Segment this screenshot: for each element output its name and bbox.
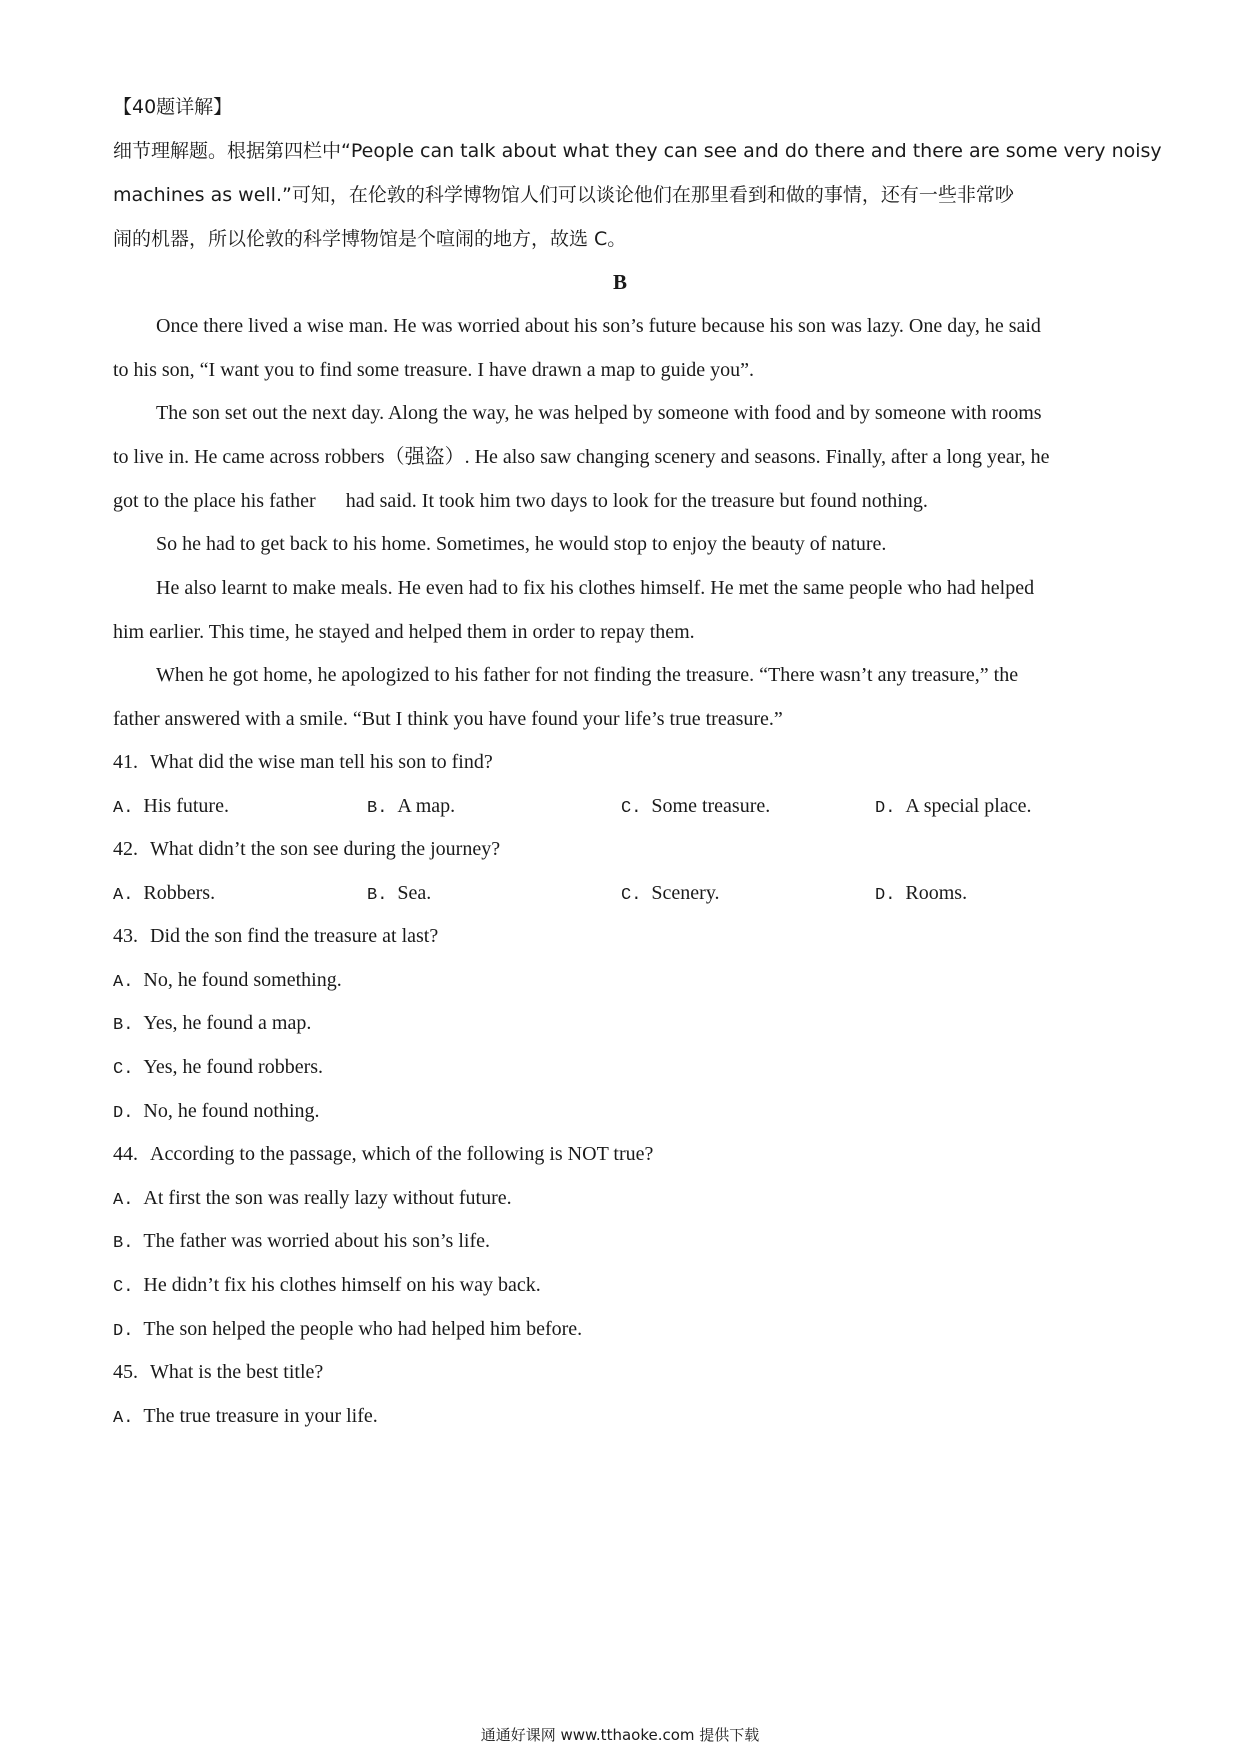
question-number: 42. xyxy=(113,838,138,860)
option-c[interactable] xyxy=(113,1273,541,1300)
option-letter: D. xyxy=(113,1104,134,1123)
option-b[interactable] xyxy=(113,1229,490,1256)
option-a[interactable] xyxy=(113,1404,378,1431)
option-c[interactable] xyxy=(621,881,720,908)
option-text: At first the son was really lazy without future. xyxy=(143,1187,512,1209)
option-a[interactable] xyxy=(113,968,342,995)
explanation-line-3: 闹的机器，所以伦敦的科学博物馆是个喧闹的地方，故选 C。 xyxy=(113,228,627,250)
option-letter: A. xyxy=(113,886,134,905)
question-41-options xyxy=(113,794,1133,818)
question-number: 41. xyxy=(113,751,138,773)
passage-p3-line-1: So he had to get back to his home. Sometimes, he would stop to enjoy the beauty of nature. xyxy=(156,533,887,555)
passage-p1-line-1: Once there lived a wise man. He was worried about his son’s future because his son was lazy. One day, he said xyxy=(156,315,1041,337)
explanation-line-1: 细节理解题。根据第四栏中“People can talk about what they can see and do there and there are some very noisy xyxy=(113,140,1162,162)
question-number: 43. xyxy=(113,925,138,947)
option-text: The father was worried about his son’s life. xyxy=(143,1230,490,1252)
question-text: What didn’t the son see during the journey? xyxy=(150,838,501,860)
option-d[interactable] xyxy=(113,1317,582,1344)
option-text: Scenery. xyxy=(651,882,720,904)
option-letter: C. xyxy=(621,886,642,905)
question-43 xyxy=(113,924,1133,948)
option-letter: C. xyxy=(113,1060,134,1079)
option-text: Yes, he found a map. xyxy=(143,1012,312,1034)
passage-p5-line-2: father answered with a smile. “But I think you have found your life’s true treasure.” xyxy=(113,708,783,730)
option-c[interactable] xyxy=(621,794,770,821)
question-45 xyxy=(113,1360,1133,1384)
option-text: A special place. xyxy=(905,795,1032,817)
option-d[interactable] xyxy=(875,881,967,908)
option-text: No, he found something. xyxy=(143,969,342,991)
explanation-line-2: machines as well.”可知，在伦敦的科学博物馆人们可以谈论他们在那里看到和做的事情，还有一些非常吵 xyxy=(113,184,1014,206)
section-title: B xyxy=(612,270,627,294)
passage-p4-line-2: him earlier. This time, he stayed and helped them in order to repay them. xyxy=(113,621,695,643)
option-text: His future. xyxy=(143,795,229,817)
passage-p2-line-2: to live in. He came across robbers（强盗）. He also saw changing scenery and seasons. Finally, after a long year, he xyxy=(113,446,1050,468)
question-text: According to the passage, which of the following is NOT true? xyxy=(150,1143,654,1165)
question-42 xyxy=(113,837,1133,861)
passage-p5-line-1: When he got home, he apologized to his father for not finding the treasure. “There wasn’t any treasure,” the xyxy=(156,664,1019,686)
passage-p2-line-1: The son set out the next day. Along the way, he was helped by someone with food and by someone with rooms xyxy=(156,402,1042,424)
question-text: What is the best title? xyxy=(150,1361,324,1383)
option-b[interactable] xyxy=(367,881,431,908)
option-letter: A. xyxy=(113,799,134,818)
passage-p2-line-3: got to the place his father had said. It took him two days to look for the treasure but found nothing. xyxy=(113,490,928,512)
option-letter: B. xyxy=(367,799,388,818)
option-letter: C. xyxy=(113,1278,134,1297)
page-footer: 通通好课网 www.tthaoke.com 提供下载 xyxy=(480,1726,760,1744)
option-a[interactable] xyxy=(113,1186,512,1213)
question-41 xyxy=(113,750,1133,774)
option-text: The true treasure in your life. xyxy=(143,1405,378,1427)
option-text: A map. xyxy=(397,795,456,817)
option-letter: D. xyxy=(113,1322,134,1341)
option-d[interactable] xyxy=(113,1099,320,1126)
option-text: Robbers. xyxy=(143,882,216,904)
option-letter: A. xyxy=(113,973,134,992)
option-letter: D. xyxy=(875,886,896,905)
passage-p1-line-2: to his son, “I want you to find some treasure. I have drawn a map to guide you”. xyxy=(113,359,754,381)
option-a[interactable] xyxy=(113,881,215,908)
option-text: Some treasure. xyxy=(651,795,771,817)
option-letter: A. xyxy=(113,1191,134,1210)
option-letter: B. xyxy=(113,1016,134,1035)
option-text: Yes, he found robbers. xyxy=(143,1056,324,1078)
option-letter: B. xyxy=(113,1234,134,1253)
option-d[interactable] xyxy=(875,794,1031,821)
question-44 xyxy=(113,1142,1133,1166)
option-text: No, he found nothing. xyxy=(143,1100,320,1122)
question-42-options xyxy=(113,881,1133,905)
explanation-header: 【40题详解】 xyxy=(113,96,233,118)
option-text: Rooms. xyxy=(905,882,968,904)
option-text: The son helped the people who had helped him before. xyxy=(143,1318,583,1340)
question-number: 45. xyxy=(113,1361,138,1383)
option-text: Sea. xyxy=(397,882,432,904)
option-letter: A. xyxy=(113,1409,134,1428)
option-text: He didn’t fix his clothes himself on his way back. xyxy=(143,1274,541,1296)
passage-p4-line-1: He also learnt to make meals. He even had to fix his clothes himself. He met the same people who had helped xyxy=(156,577,1035,599)
option-c[interactable] xyxy=(113,1055,323,1082)
option-letter: B. xyxy=(367,886,388,905)
question-text: What did the wise man tell his son to find? xyxy=(150,751,493,773)
option-b[interactable] xyxy=(113,1011,311,1038)
option-letter: D. xyxy=(875,799,896,818)
option-b[interactable] xyxy=(367,794,455,821)
question-number: 44. xyxy=(113,1143,138,1165)
option-letter: C. xyxy=(621,799,642,818)
question-text: Did the son find the treasure at last? xyxy=(150,925,439,947)
option-a[interactable] xyxy=(113,794,229,821)
